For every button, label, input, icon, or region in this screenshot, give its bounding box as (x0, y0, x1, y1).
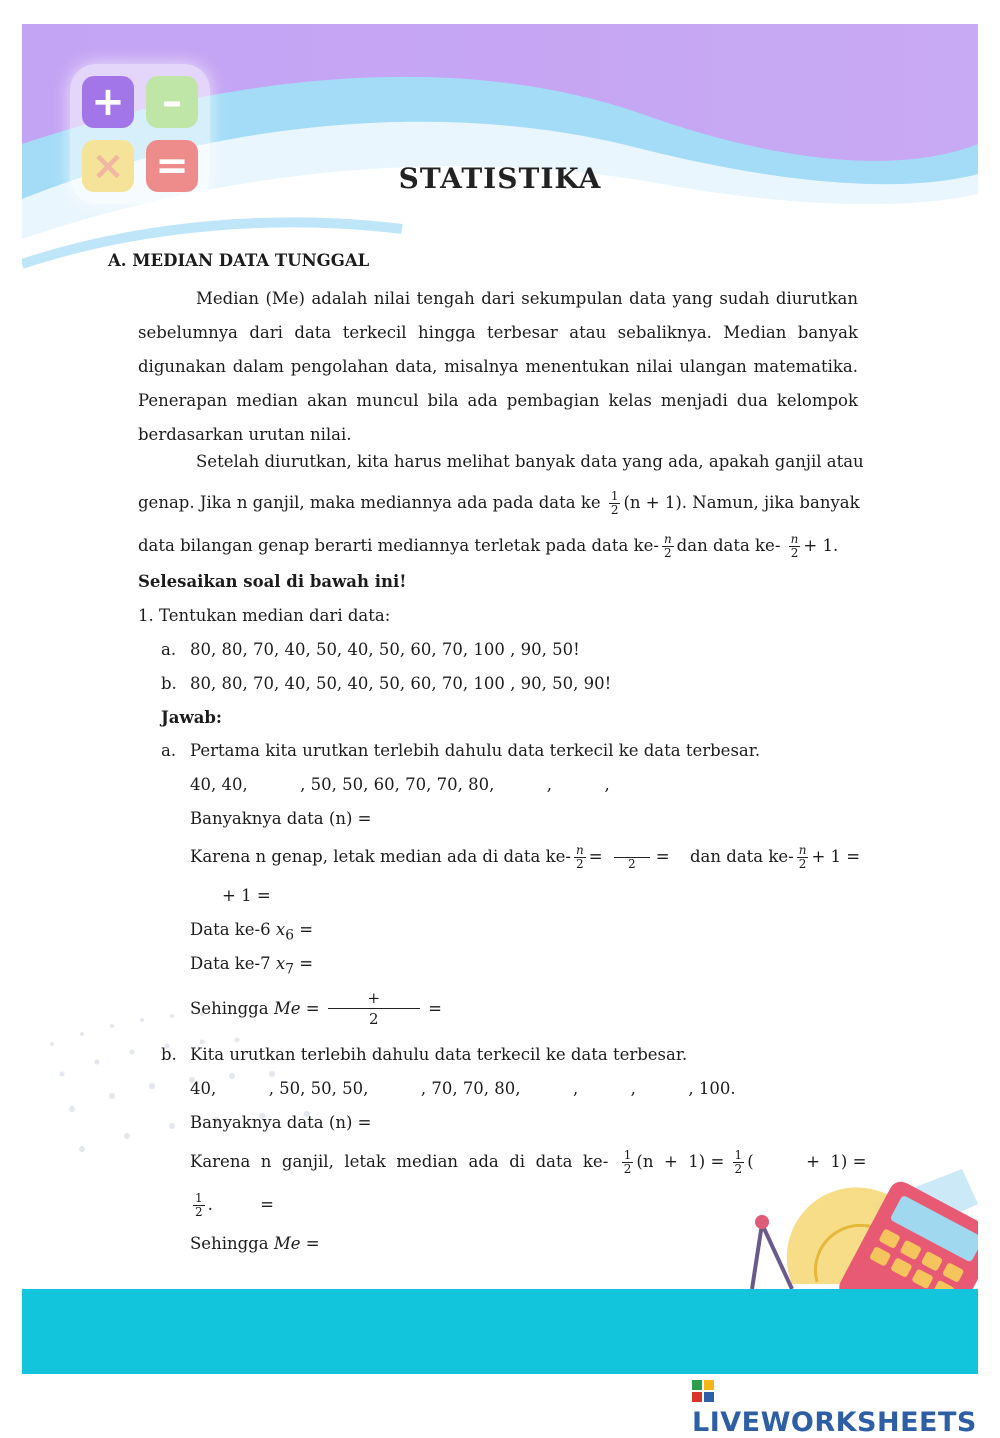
answer-b-count: Banyaknya data (n) = (190, 1113, 372, 1132)
subscript: 7 (285, 961, 294, 978)
text: = (305, 999, 320, 1018)
answer-b-median (190, 1234, 320, 1253)
denominator: 2 (798, 857, 807, 871)
text: . (207, 1195, 213, 1214)
paragraph-line (138, 533, 838, 560)
subscript: 6 (285, 927, 294, 944)
question-a-label: a. (161, 640, 177, 659)
variable: Me (273, 1234, 301, 1253)
text: = (299, 920, 314, 939)
text: dan data ke- (690, 847, 794, 866)
text: (n + 1). Namun, jika banyak (623, 493, 860, 512)
answer-a-plus-one: + 1 = (222, 886, 271, 905)
text: Sehingga (190, 1234, 269, 1253)
denominator: 2 (610, 503, 619, 517)
answer-a-even-position (190, 844, 670, 871)
text: (n + 1) = (636, 1152, 725, 1171)
text: + 1. (803, 536, 839, 555)
text: = (655, 847, 670, 866)
answer-a-intro: Pertama kita urutkan terlebih dahulu data terkecil ke data terbesar. (190, 741, 761, 760)
denominator: 2 (623, 1162, 632, 1176)
answer-a-median-formula (190, 988, 442, 1029)
numerator: n (575, 843, 584, 857)
math-tools-illustration (722, 1164, 978, 1294)
numerator: n (790, 532, 799, 546)
text: = (299, 954, 314, 973)
numerator: 1 (195, 1191, 203, 1205)
question-b-data: 80, 80, 70, 40, 50, 40, 50, 60, 70, 100 , 90, 50, 90! (190, 674, 612, 693)
text: = (260, 1195, 274, 1214)
fraction-n-over-2 (797, 844, 809, 871)
answer-heading: Jawab: (161, 708, 223, 727)
worksheet-page (22, 24, 978, 1374)
answer-a-data-6 (190, 920, 313, 943)
text: Data ke-7 (190, 954, 271, 973)
minus-icon: – (146, 76, 198, 128)
text: data bilangan genap berarti mediannya terletak pada data ke- (138, 536, 659, 555)
text: = (428, 999, 442, 1018)
text: ( + 1) = (747, 1152, 867, 1171)
denominator: 2 (369, 1010, 379, 1028)
paragraph-median-definition: Median (Me) adalah nilai tengah dari sekumpulan data yang sudah diurutkan sebelumnya dari data terkecil hingga terbesar atau sebaliknya. Median banyak digunakan dalam pengolahan data, misalnya menentukan nilai ulangan matematika. Penerapan median akan muncul bila ada pembagian kelas menjadi dua kelompok berdasarkan urutan nilai. (138, 289, 858, 444)
answer-a-data-7 (190, 954, 313, 977)
fraction-sum-over-2 (328, 988, 420, 1029)
denominator: 2 (627, 857, 636, 871)
fraction-n-over-2 (789, 533, 801, 560)
question-1: 1. Tentukan median dari data: (138, 606, 391, 625)
question-b-label: b. (161, 674, 177, 693)
numerator: n (798, 843, 807, 857)
text: = (305, 1234, 320, 1253)
text: + 1 = (811, 847, 861, 866)
answer-a-label: a. (161, 741, 177, 760)
text: Data ke-6 (190, 920, 271, 939)
denominator: 2 (195, 1205, 203, 1219)
denominator: 2 (790, 546, 799, 560)
answer-a-even-second (690, 844, 860, 871)
paragraph-line: Setelah diurutkan, kita harus melihat banyak data yang ada, apakah ganjil atau (196, 452, 864, 471)
variable: x (275, 920, 286, 939)
numerator: 1 (610, 489, 619, 503)
variable: Me (273, 999, 301, 1018)
numerator: 1 (734, 1148, 743, 1162)
question-a-data: 80, 80, 70, 40, 50, 40, 50, 60, 70, 100 , 90, 50! (190, 640, 580, 659)
brand-text: LIVEWORKSHEETS (692, 1407, 977, 1438)
fraction-one-half (193, 1192, 205, 1219)
answer-b-label: b. (161, 1045, 177, 1064)
variable: x (275, 954, 286, 973)
paragraph-line (138, 490, 860, 517)
multiply-icon: × (82, 140, 134, 192)
denominator: 2 (576, 857, 584, 871)
answer-b-half-result (190, 1192, 274, 1219)
answer-b-sorted-data: 40, , 50, 50, 50, , 70, 70, 80, , , , 100. (190, 1079, 736, 1098)
exercise-heading: Selesaikan soal di bawah ini! (138, 572, 407, 591)
liveworksheets-brand (692, 1376, 1000, 1438)
denominator: 2 (734, 1162, 743, 1176)
answer-b-intro: Kita urutkan terlebih dahulu data terkecil ke data terbesar. (190, 1045, 688, 1064)
answer-a-count: Banyaknya data (n) = (190, 809, 372, 828)
page-title: STATISTIKA (398, 162, 602, 195)
fraction-n-over-2 (662, 533, 674, 560)
text: = (588, 847, 603, 866)
section-heading: A. MEDIAN DATA TUNGGAL (108, 251, 370, 270)
text: Karena n genap, letak median ada di data ke- (190, 847, 571, 866)
footer-bar (22, 1289, 978, 1374)
denominator: 2 (663, 546, 672, 560)
fraction-one-half (609, 490, 621, 517)
liveworksheets-logo-icon (692, 1380, 714, 1402)
text: Sehingga (190, 999, 269, 1018)
text: genap. Jika n ganjil, maka mediannya ada pada data ke (138, 493, 601, 512)
numerator: 1 (623, 1148, 632, 1162)
fraction-n-over-2 (574, 844, 586, 871)
numerator: n (663, 532, 672, 546)
numerator: + (328, 988, 420, 1009)
text: dan data ke- (676, 536, 781, 555)
plus-icon: + (82, 76, 134, 128)
text: Karena n ganjil, letak median ada di data ke- (190, 1152, 609, 1171)
answer-a-sorted-data: 40, 40, , 50, 50, 60, 70, 70, 80, , , (190, 775, 610, 794)
equals-icon: = (146, 140, 198, 192)
fraction-blank-over-2 (614, 844, 650, 871)
fraction-one-half (622, 1149, 634, 1176)
